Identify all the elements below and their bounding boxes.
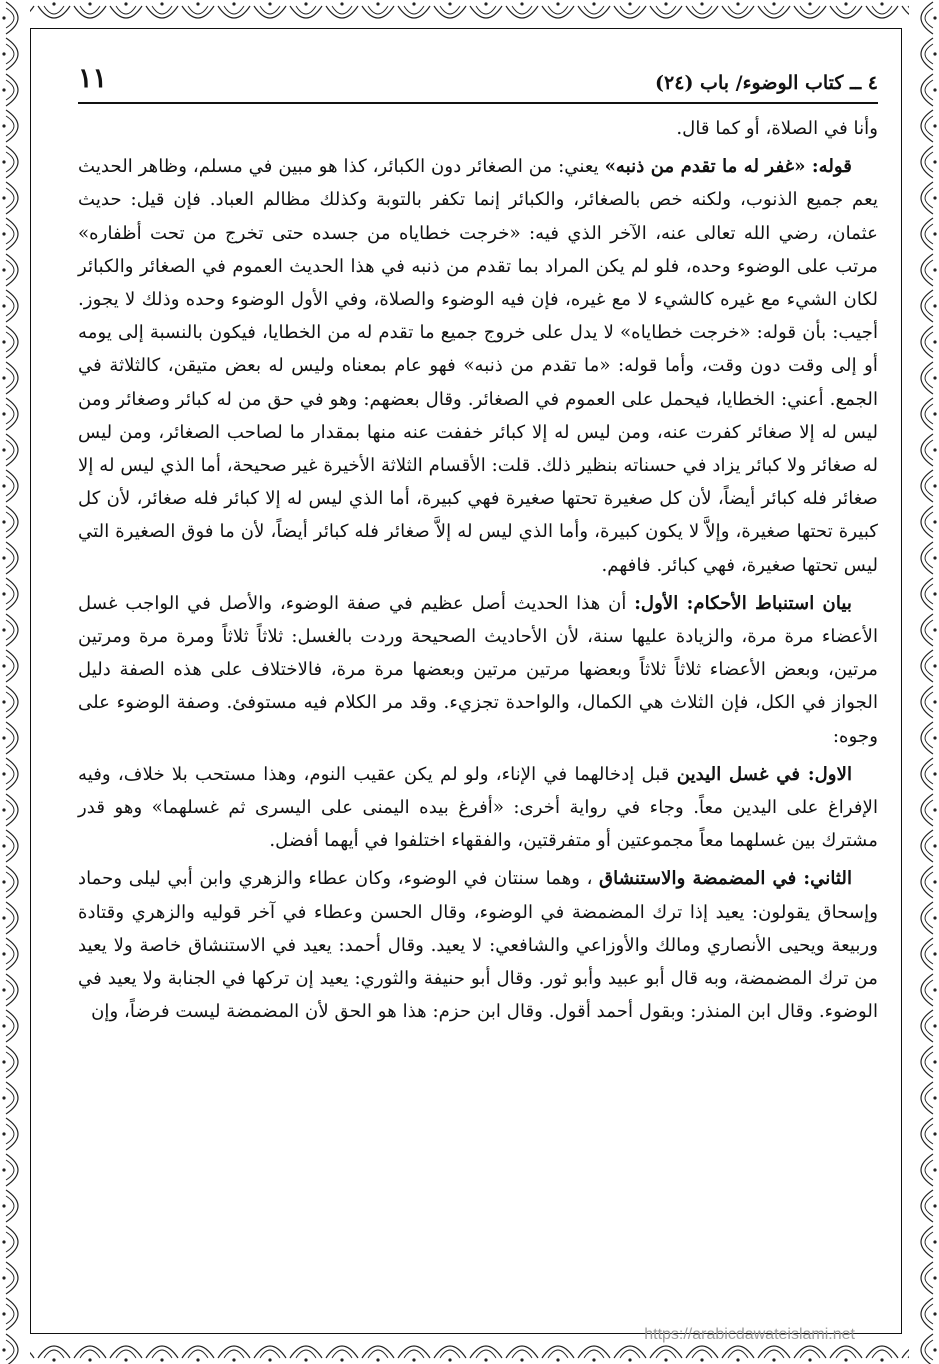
paragraph-lead: بيان استنباط الأحكام: الأول: (634, 592, 852, 614)
page-body (78, 112, 878, 1028)
paragraph-lead: قوله: «غفر له ما تقدم من ذنبه» (604, 156, 852, 178)
page-header (78, 56, 878, 104)
paragraph-text: قبل إدخالهما في الإناء، ولو لم يكن عقيب النوم، وهذا مستحب بلا خلاف، وفيه الإفراغ على اليدين معاً. وجاء في رواية أخرى: «أفرغ بيده اليمنى على اليسرى ثم غسلهما» وهو قدر مشترك بين غسلهما معاً مجموعتين أو متفرقتين، والفقهاء اختلفوا في أيهما أفضل. (78, 763, 878, 852)
paragraph-text: وأنا في الصلاة، أو كما قال. (676, 118, 878, 139)
decorative-border-right (909, 0, 939, 1364)
decorative-border-left (0, 0, 30, 1364)
paragraph (78, 758, 878, 858)
paragraph-text: ، وهما سنتان في الوضوء، وكان عطاء والزهري وابن أبي ليلى وحماد وإسحاق يقولون: يعيد إذا ترك المضمضة في الوضوء، وقال الحسن وعطاء في آخر قوليه والزهري وقتادة وربيعة ويحيى الأنصاري ومالك والأوزاعي والشافعي: لا يعيد. وقال أحمد: يعيد في الاستنشاق خاصة ولا يعيد من ترك المضمضة، وبه قال أبو عبيد وأبو ثور. وقال أبو حنيفة والثوري: يعيد إن تركها في الجنابة ولا يعيد في الوضوء. وقال ابن المنذر: وبقول أحمد أقول. وقال ابن حزم: هذا هو الحق لأن المضمضة ليست فرضاً، وإن (78, 868, 878, 1023)
paragraph (78, 862, 878, 1028)
paragraph (78, 587, 878, 753)
running-title: ٤ ــ كتاب الوضوء/ باب (٢٤) (655, 72, 878, 94)
decorative-border-top (0, 0, 939, 30)
ornament-border-icon (0, 0, 30, 1364)
paragraph (78, 112, 878, 145)
paragraph-lead: الاول: في غسل اليدين (676, 763, 852, 785)
paragraph-lead: الثاني: في المضمضة والاستنشاق (599, 868, 852, 890)
page-number: ١١ (78, 63, 108, 94)
paragraph-text: يعني: من الصغائر دون الكبائر، كذا هو مبين في مسلم، وظاهر الحديث يعم جميع الذنوب، ولكنه خص بالصغائر، والكبائر إنما تكفر بالتوبة وكذلك مظالم العباد. فإن قيل: حديث عثمان، رضي الله تعالى عنه، الآخر الذي فيه: «خرجت خطاياه من جسده حتى تخرج من تحت أظفاره» مرتب على الوضوء وحده، فلو لم يكن المراد بما تقدم من ذنبه في هذا الحديث العموم في الصغائر والكبائر لكان الشيء مع غيره كالشيء لا مع غيره، فإن فيه الوضوء والصلاة، وفي الأول الوضوء وحده وذلك لا يجوز. أجيب: بأن قوله: «خرجت خطاياه» لا يدل على خروج جميع ما تقدم له من الخطايا، فيكون بالنسبة إلى يومه أو إلى وقت دون وقت، وأما قوله: «ما تقدم من ذنبه» فهو عام بمعناه وليس له بعض متيقن، كالثلاثة في الجمع. أعني: الخطايا، فيحمل على العموم في الصغائر. وقال بعضهم: وهو في حق من له كبائر وصغائر ومن ليس له إلا صغائر كفرت عنه، ومن ليس له إلا كبائر خففت عنه منها بمقدار ما لصاحب الصغائر، ومن ليس له صغائر ولا كبائر يزاد في حسناته بنظير ذلك. قلت: الأقسام الثلاثة الأخيرة غير صحيحة، أما الذي ليس له إلا صغائر فله كبائر أيضاً، لأن كل صغيرة تحتها صغيرة فهي كبيرة، أما الذي ليس له إلا كبائر فله صغائر، لأن كل كبيرة تحتها صغيرة، وإلاَّ لا يكون كبيرة، وأما الذي ليس له إلاَّ صغائر فله كبائر أيضاً، لأن ما فوق الصغيرة التي ليس تحتها صغيرة، فهي كبائر. فافهم. (78, 156, 878, 576)
watermark-url: https://arabicdawateislami.net (644, 1326, 855, 1343)
ornament-border-icon (909, 0, 939, 1364)
paragraph-text: أن هذا الحديث أصل عظيم في صفة الوضوء، والأصل في الواجب غسل الأعضاء مرة مرة، والزيادة عليها سنة، لأن الأحاديث الصحيحة وردت بالغسل: ثلاثاً ثلاثاً ومرة مرة ومرتين مرتين، وبعض الأعضاء ثلاثاً ثلاثاً وبعضها مرتين مرتين وبعضها مرة مرة، فالاختلاف على هذه الصفة دليل الجواز في الكل، فإن الثلاث هي الكمال، والواحدة تجزيء. وقد مر الكلام فيه مستوفئ. وصفة الوضوء على وجوه: (78, 592, 878, 747)
ornament-border-icon (0, 0, 939, 30)
book-page (78, 56, 878, 1326)
paragraph (78, 150, 878, 582)
